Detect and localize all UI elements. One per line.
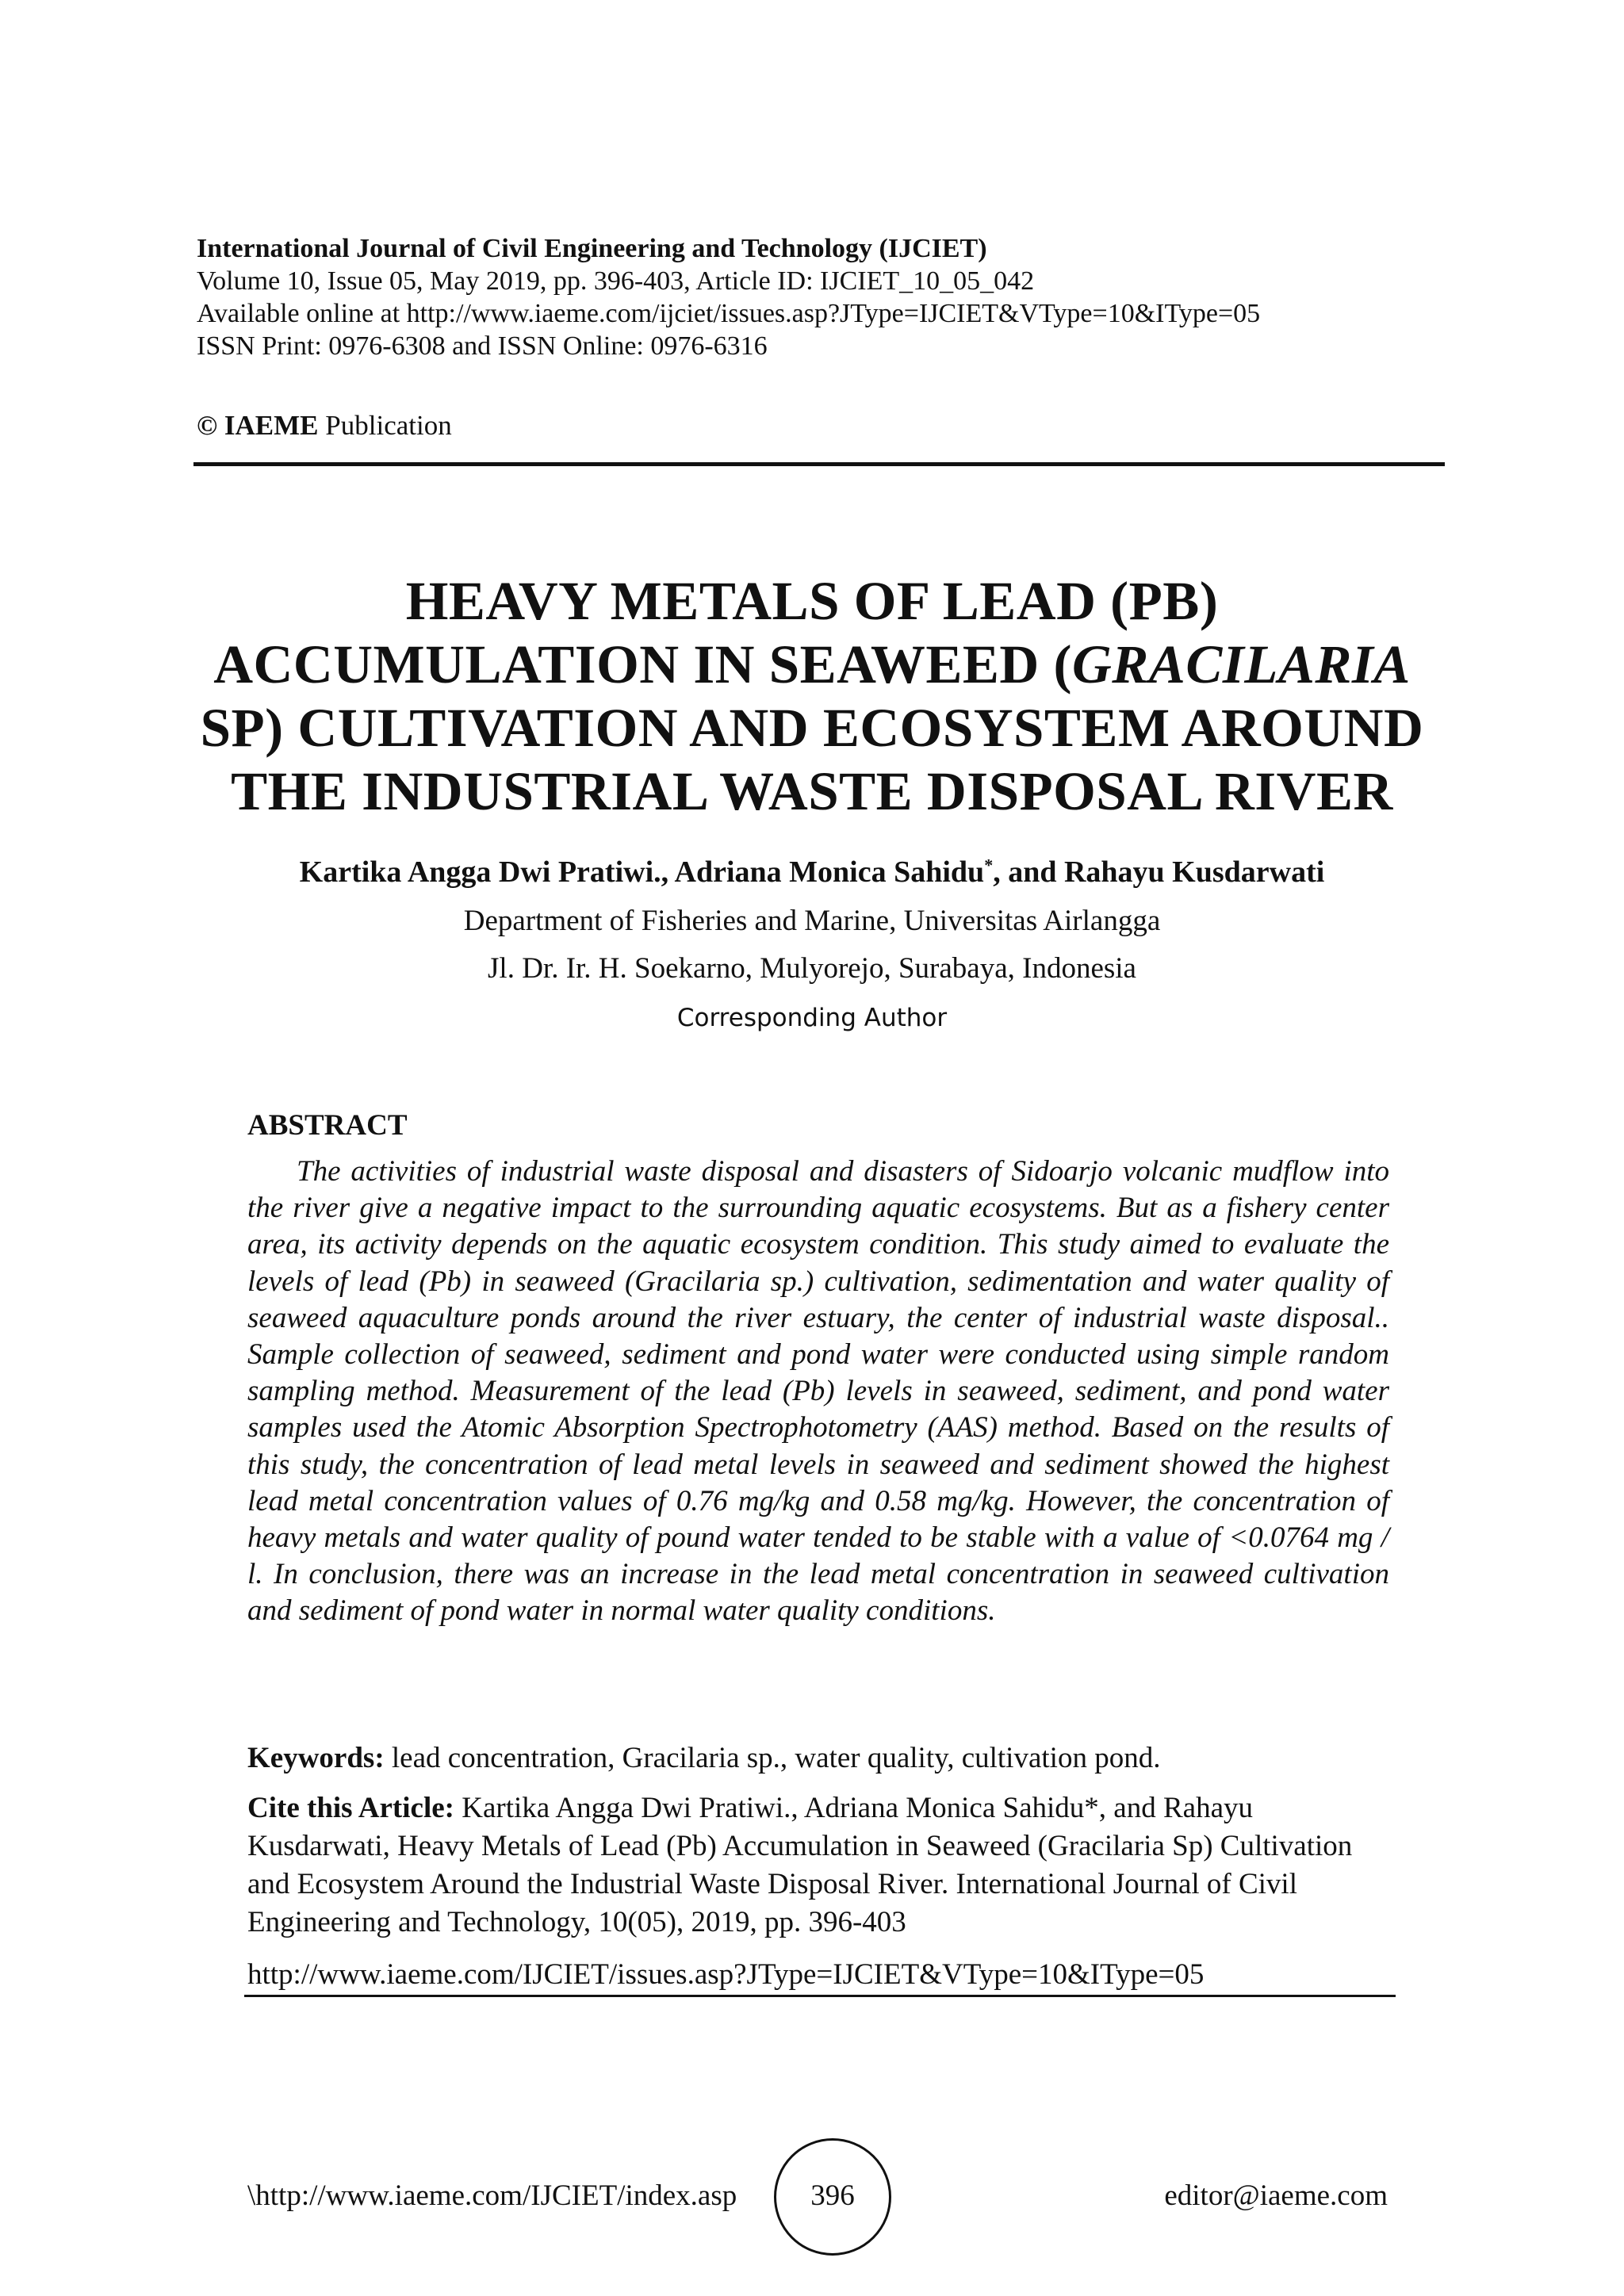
keywords [247,1741,1389,1775]
issn-info: ISSN Print: 0976-6308 and ISSN Online: 0976-6316 [197,331,768,361]
cite-this-article [247,1789,1389,1942]
keywords-label: Keywords: [247,1742,385,1774]
cite-divider [244,1995,1396,1997]
authors-part-2: , and Rahayu Kusdarwati [993,855,1325,889]
paper-title [159,569,1465,823]
footer-email-link[interactable]: editor@iaeme.com [1164,2179,1388,2212]
journal-name: International Journal of Civil Engineering and Technology (IJCIET) [197,234,987,263]
title-line-1: HEAVY METALS OF LEAD (PB) [405,571,1219,631]
copyright-symbol: © [197,410,218,441]
cite-url-link[interactable]: http://www.iaeme.com/IJCIET/issues.asp?JType=IJCIET&VType=10&IType=05 [247,1958,1205,1991]
publisher-name: IAEME [224,410,319,441]
title-line-3: SP) CULTIVATION AND ECOSYSTEM AROUND [200,698,1424,758]
cite-label: Cite this Article: [247,1792,454,1824]
page-number: 396 [810,2179,855,2212]
affiliation-department: Department of Fisheries and Marine, Universitas Airlangga [463,905,1161,937]
keywords-text: lead concentration, Gracilaria sp., water quality, cultivation pond. [384,1742,1161,1774]
corresponding-star: * [984,855,994,875]
authors-part-1: Kartika Angga Dwi Pratiwi., Adriana Monica Sahidu [299,855,985,889]
journal-header [197,232,1434,362]
title-line-2-prefix: ACCUMULATION IN SEAWEED ( [213,634,1072,695]
abstract-text: The activities of industrial waste disposal and disasters of Sidoarjo volcanic mudflow into the river give a negative impact to the surrounding aquatic ecosystems. But as a fishery center area, its activity depends on the aquatic ecosystem condition. This study aimed to evaluate the levels of lead (Pb) in seaweed (Gracilaria sp.) cultivation, sedimentation and water quality of seaweed aquaculture ponds around the river estuary, the center of industrial waste disposal.. Sample collection of seaweed, sediment and pond water were conducted using simple random sampling method. Measurement of the lead (Pb) levels in seaweed, sediment, and pond water samples used the Atomic Absorption Spectrophotometry (AAS) method. Based on the results of this study, the concentration of lead metal levels in seaweed and sediment showed the highest lead metal concentration values of 0.76 mg/kg and 0.58 mg/kg. However, the concentration of heavy metals and water quality of pound water tended to be stable with a value of <0.0764 mg / l. In conclusion, there was an increase in the lead metal concentration in seaweed cultivation and sediment of pond water in normal water quality conditions. [247,1155,1389,1628]
authors [159,855,1465,890]
title-species-italic: GRACILARIA [1071,634,1411,695]
volume-info: Volume 10, Issue 05, May 2019, pp. 396-403, Article ID: IJCIET_10_05_042 [197,266,1035,296]
footer-journal-link[interactable]: \http://www.iaeme.com/IJCIET/index.asp [247,2179,737,2212]
corresponding-author-label: Corresponding Author [676,1004,948,1032]
abstract-heading: ABSTRACT [247,1109,408,1142]
available-online: Available online at http://www.iaeme.com/ijciet/issues.asp?JType=IJCIET&VType=10&IType=05 [197,299,1261,328]
affiliation-address: Jl. Dr. Ir. H. Soekarno, Mulyorejo, Surabaya, Indonesia [488,952,1136,985]
publisher-suffix: Publication [325,410,452,441]
title-line-4: THE INDUSTRIAL WASTE DISPOSAL RIVER [231,761,1393,821]
title-line-2 [159,633,1465,696]
cite-text: Kartika Angga Dwi Pratiwi., Adriana Monica Sahidu*, and Rahayu Kusdarwati, Heavy Metals of Lead (Pb) Accumulation in Seaweed (Gracilaria Sp) Cultivation and Ecosystem Around the Industrial Waste Disposal River. International Journal of Civil Engineering and Technology, 10(05), 2019, pp. 396-403 [247,1792,1353,1938]
header-divider [193,462,1445,466]
copyright-line [197,410,452,442]
